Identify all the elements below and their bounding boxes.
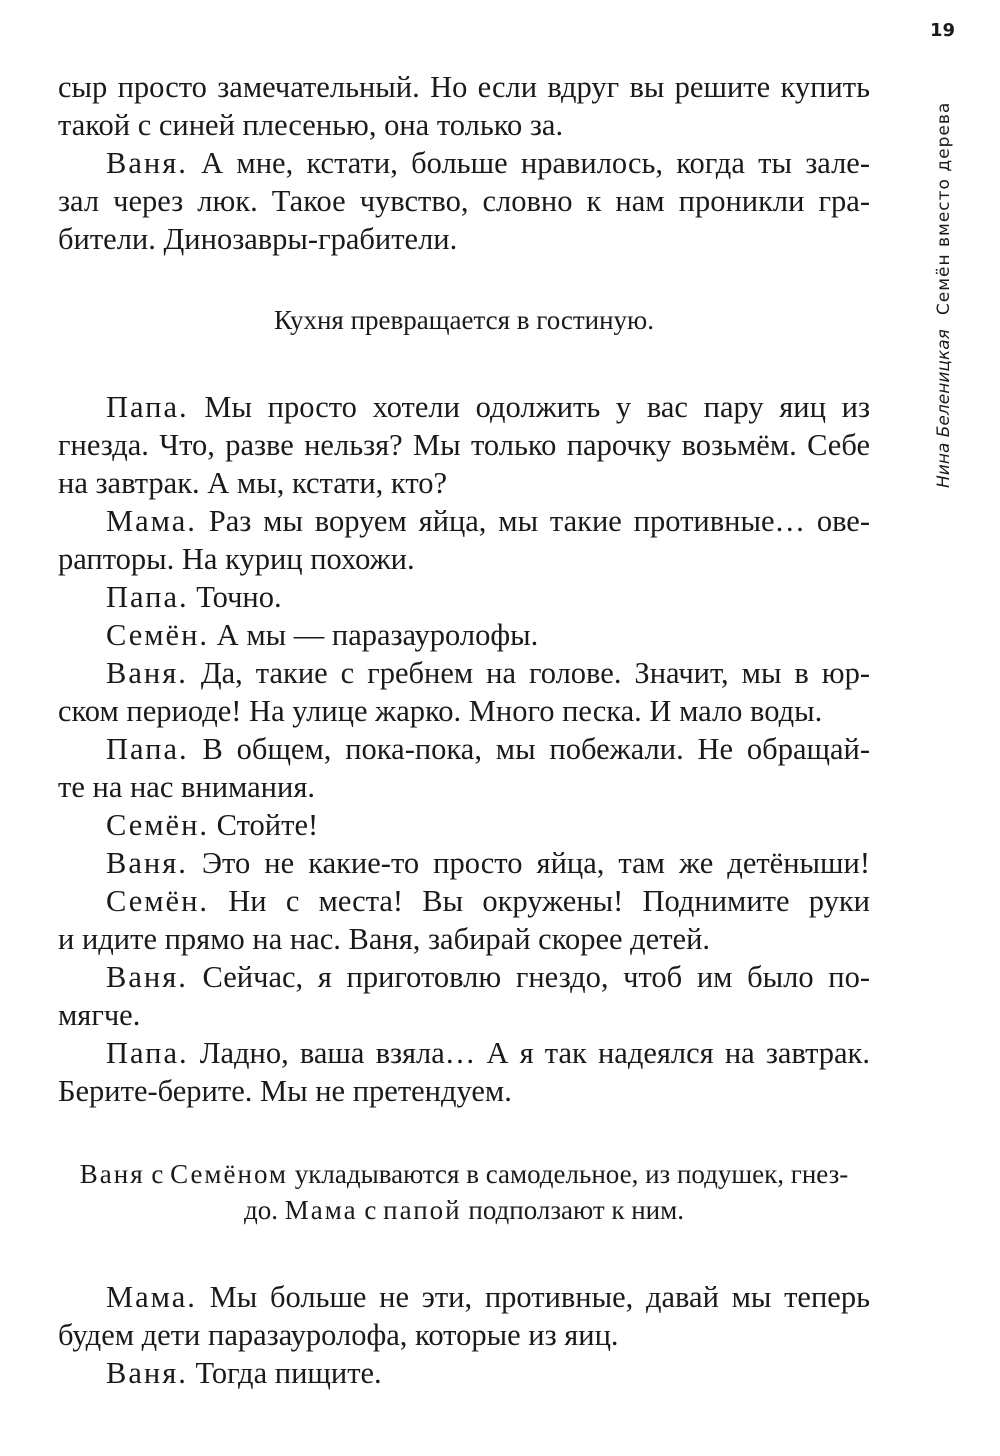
- line-text: ском периоде! На улице жарко. Много песка. И мало воды.: [58, 694, 823, 728]
- line-text: В общем, пока-пока, мы побежали. Не обращай-: [188, 732, 870, 766]
- speaker-name: Ваня.: [106, 146, 188, 180]
- stage-direction-line: [58, 1192, 870, 1228]
- text-line: [58, 106, 870, 144]
- text-line: [58, 426, 870, 464]
- text-line: [58, 220, 870, 258]
- speaker-name: Семён.: [106, 618, 210, 652]
- stage-text: подползают к ним.: [461, 1195, 684, 1225]
- line-text: мягче.: [58, 998, 141, 1032]
- dialogue-line: [58, 1034, 870, 1072]
- dialogue-line: [58, 654, 870, 692]
- text-line: [58, 540, 870, 578]
- stage-text: до.: [244, 1195, 285, 1225]
- text-line: [58, 182, 870, 220]
- text-line: [58, 920, 870, 958]
- line-text: Мы больше не эти, противные, давай мы теперь: [196, 1280, 870, 1314]
- line-text: Ни с места! Вы окружены! Поднимите руки: [209, 884, 870, 918]
- text-line: [58, 464, 870, 502]
- running-header-text: [932, 102, 956, 488]
- stage-direction: Кухня превращается в гостиную.: [274, 305, 654, 335]
- speaker-name: Папа.: [106, 390, 189, 424]
- line-text: рапторы. На куриц похожи.: [58, 542, 415, 576]
- line-text: Да, такие с гребнем на голове. Значит, мы в юр-: [187, 656, 870, 690]
- dialogue-line: [58, 844, 870, 882]
- dialogue-line: [58, 388, 870, 426]
- speaker-name: Папа.: [106, 732, 189, 766]
- line-text: и идите прямо на нас. Ваня, забирай скорее детей.: [58, 922, 711, 956]
- line-text: Сейчас, я приготовлю гнездо, чтоб им было по-: [187, 960, 870, 994]
- stage-direction-line: [58, 1156, 870, 1192]
- text-line: [58, 1072, 870, 1110]
- line-text: зал через люк. Такое чувство, словно к нам проникли гра-: [58, 184, 870, 218]
- speaker-name: Ваня.: [106, 1356, 188, 1390]
- speaker-name: Ваня.: [106, 656, 188, 690]
- character-name: Мама: [284, 1195, 358, 1225]
- line-text: гнезда. Что, разве нельзя? Мы только парочку возьмём. Себе: [58, 428, 870, 462]
- dialogue-line: [58, 882, 870, 920]
- speaker-name: Папа.: [106, 1036, 189, 1070]
- line-text: Ладно, ваша взяла… А я так надеялся на завтрак.: [188, 1036, 870, 1070]
- text-line: [58, 692, 870, 730]
- character-name: папой: [383, 1195, 462, 1225]
- character-name: Ваня: [79, 1159, 145, 1189]
- dialogue-line: [58, 1278, 870, 1316]
- dialogue-line: [58, 958, 870, 996]
- line-text: сыр просто замечательный. Но если вдруг вы решите купить: [58, 70, 870, 104]
- speaker-name: Ваня.: [106, 846, 188, 880]
- speaker-name: Мама.: [106, 504, 197, 538]
- line-text: А мы — паразауролофы.: [209, 618, 539, 652]
- dialogue-line: [58, 144, 870, 182]
- speaker-name: Мама.: [106, 1280, 197, 1314]
- text-line: [58, 68, 870, 106]
- text-line: [58, 768, 870, 806]
- line-text: А мне, кстати, больше нравилось, когда ты зале-: [187, 146, 870, 180]
- dialogue-line: [58, 502, 870, 540]
- play-text: [58, 68, 870, 1392]
- line-text: такой с синей плесенью, она только за.: [58, 108, 564, 142]
- running-header-author: Нина Беленицкая: [934, 329, 954, 488]
- text-line: [58, 996, 870, 1034]
- line-text: на завтрак. А мы, кстати, кто?: [58, 466, 448, 500]
- character-name: Семёном: [170, 1159, 289, 1189]
- dialogue-line: [58, 616, 870, 654]
- running-header-title: Семён вместо дерева: [934, 101, 954, 316]
- stage-text: с: [144, 1159, 171, 1189]
- dialogue-line: [58, 578, 870, 616]
- line-text: те на нас внимания.: [58, 770, 315, 804]
- text-line: [58, 1316, 870, 1354]
- page-number: 19: [930, 20, 956, 41]
- dialogue-line: [58, 1354, 870, 1392]
- line-text: Раз мы воруем яйца, мы такие противные… ове-: [196, 504, 870, 538]
- speaker-name: Семён.: [106, 884, 210, 918]
- dialogue-line: [58, 730, 870, 768]
- line-text: Точно.: [188, 580, 282, 614]
- stage-text: укладываются в самодельное, из подушек, гнез-: [288, 1159, 849, 1189]
- stage-text: с: [357, 1195, 384, 1225]
- speaker-name: Семён.: [106, 808, 210, 842]
- line-text: бители. Динозавры-грабители.: [58, 222, 458, 256]
- line-text: будем дети паразауролофа, которые из яиц.: [58, 1318, 619, 1352]
- line-text: Стойте!: [209, 808, 319, 842]
- line-text: Это не какие-то просто яйца, там же детёныши!: [187, 846, 870, 880]
- speaker-name: Ваня.: [106, 960, 188, 994]
- speaker-name: Папа.: [106, 580, 189, 614]
- line-text: Берите-берите. Мы не претендуем.: [58, 1074, 512, 1108]
- line-text: Мы просто хотели одолжить у вас пару яиц из: [188, 390, 870, 424]
- line-text: Тогда пищите.: [187, 1356, 382, 1390]
- dialogue-line: [58, 806, 870, 844]
